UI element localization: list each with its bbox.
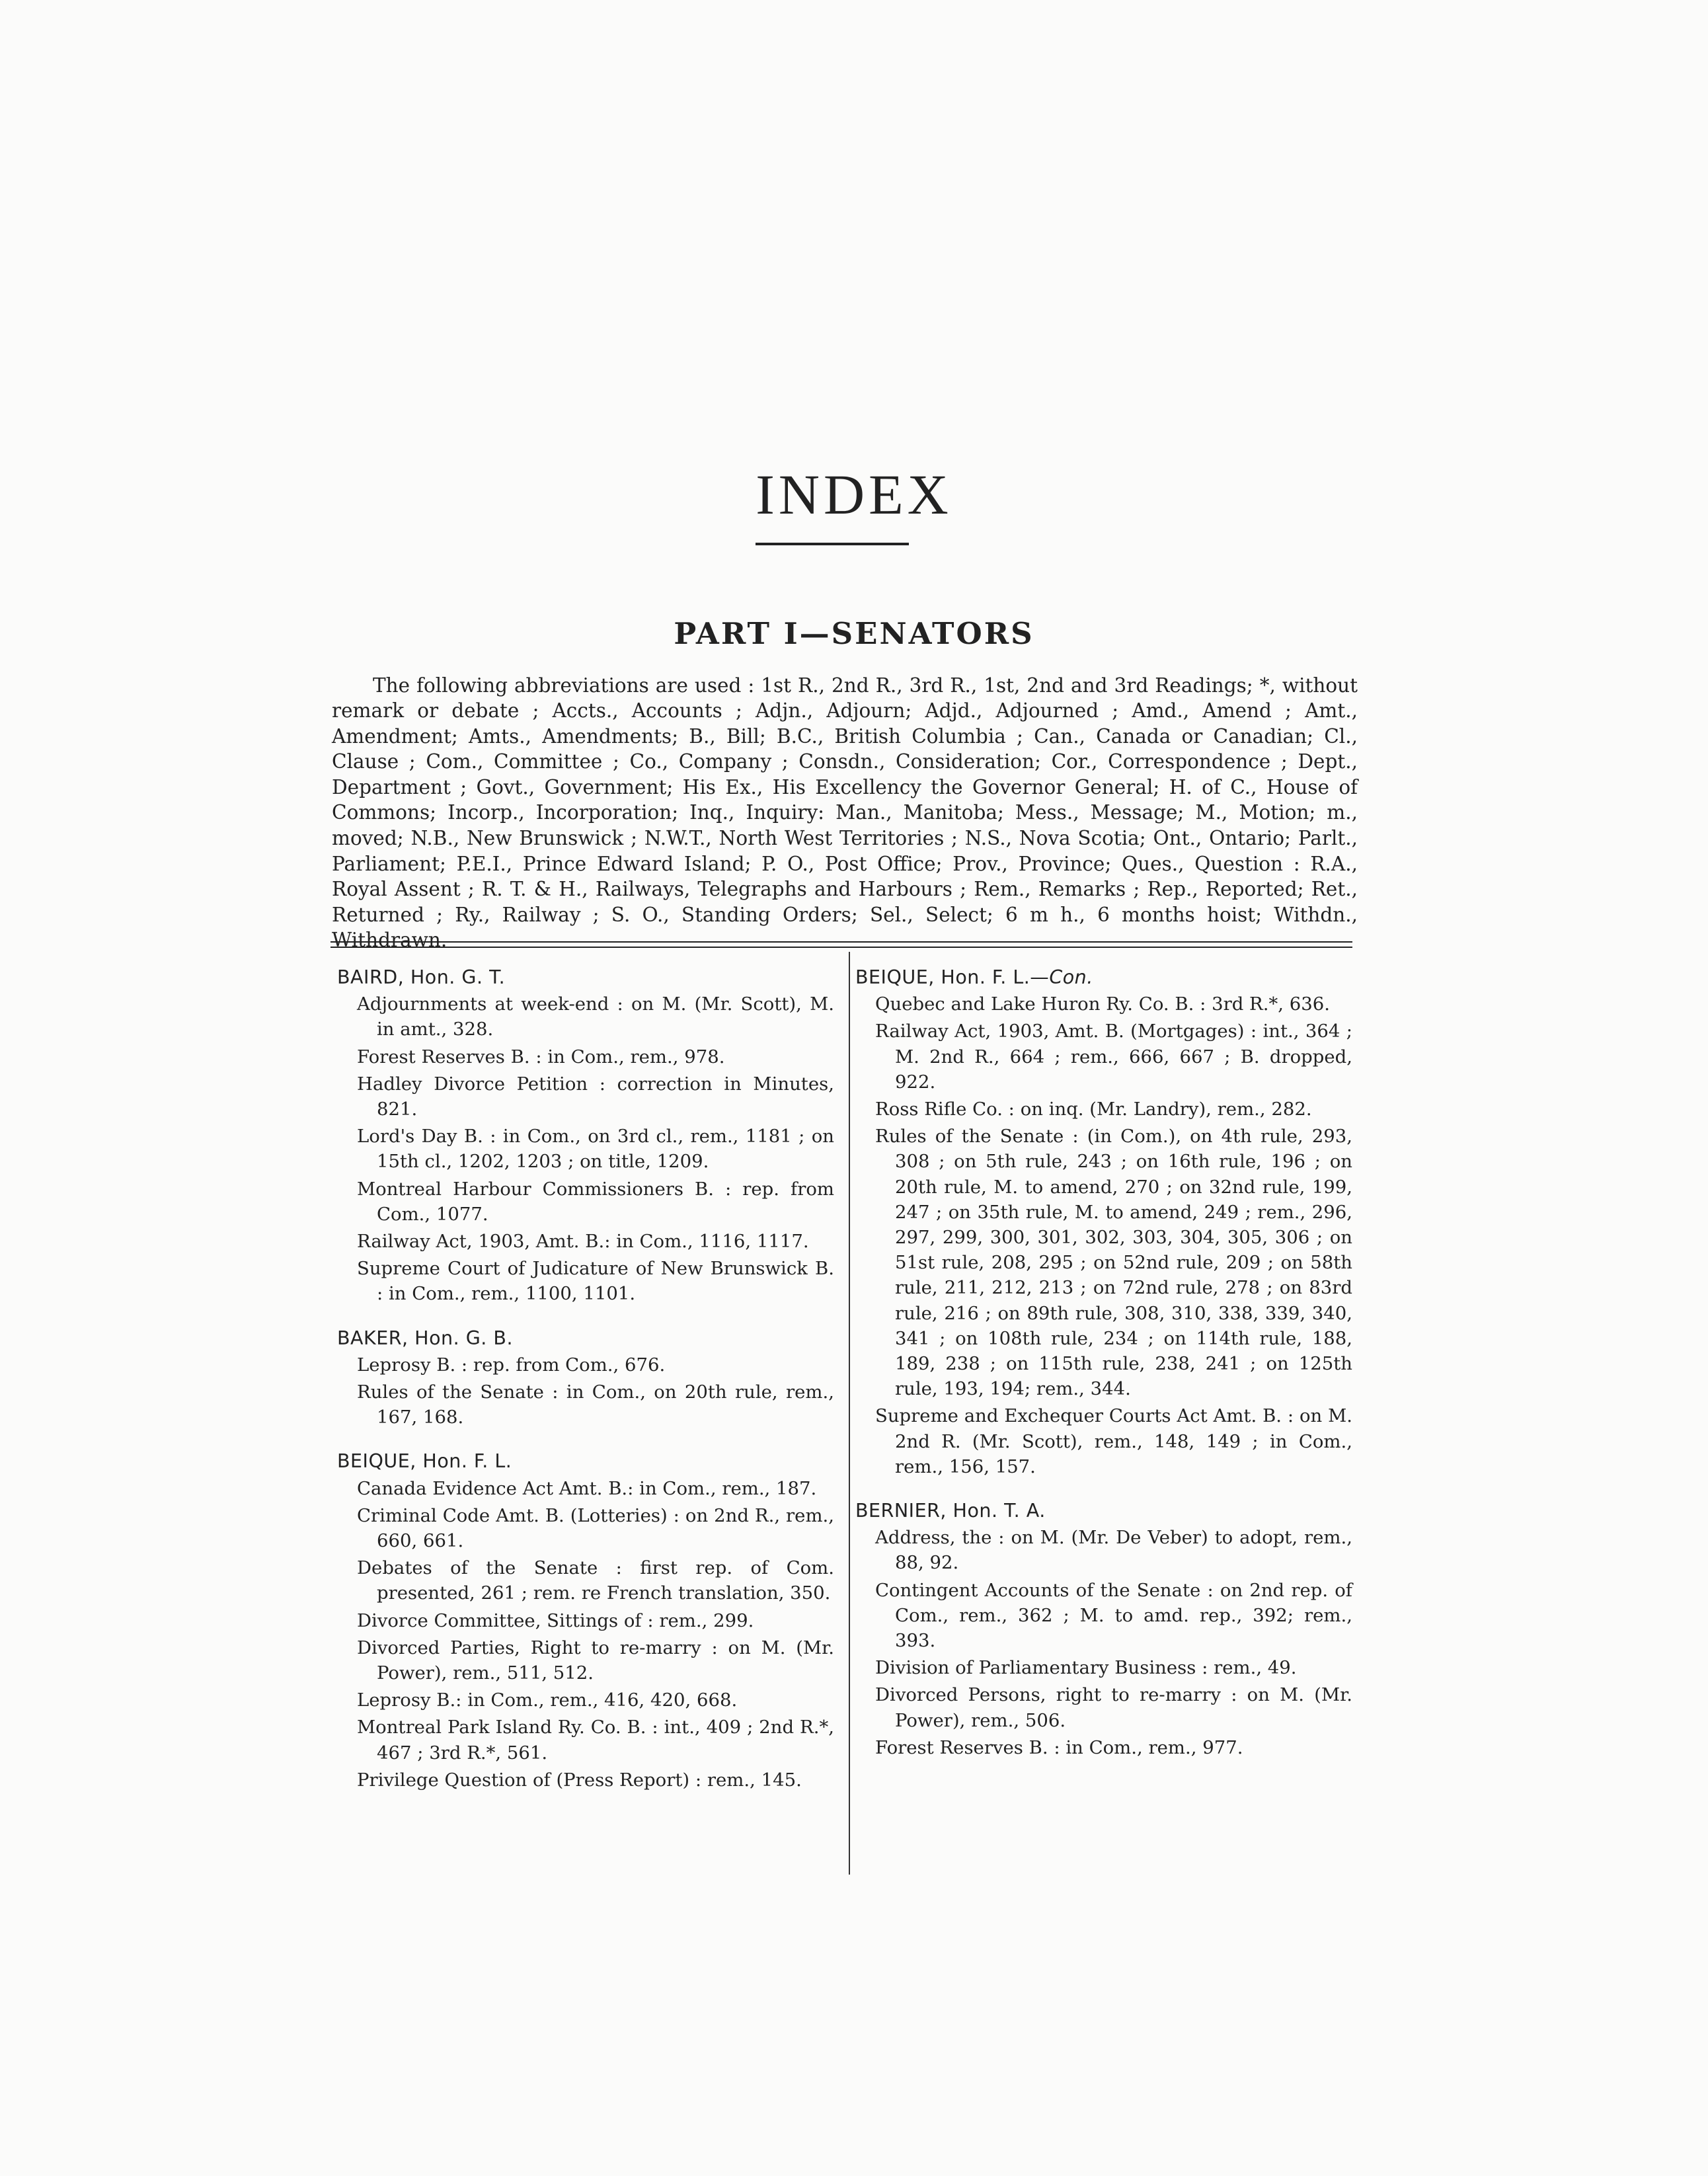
index-entry: Lord's Day B. : in Com., on 3rd cl., rem., 1181 ; on 15th cl., 1202, 1203 ; on title, 1209. bbox=[357, 1126, 834, 1173]
senator-heading: BERNIER, Hon. T. A. bbox=[855, 1500, 1046, 1522]
double-rule-divider bbox=[330, 941, 1352, 948]
index-entry: Address, the : on M. (Mr. De Veber) to adopt, rem., 88, 92. bbox=[875, 1527, 1352, 1574]
index-entry: Contingent Accounts of the Senate : on 2nd rep. of Com., rem., 362 ; M. to amd. rep., 392; rem., 393. bbox=[875, 1579, 1352, 1652]
index-entry: Supreme Court of Judicature of New Brunswick B. : in Com., rem., 1100, 1101. bbox=[357, 1258, 834, 1305]
index-entry: Forest Reserves B. : in Com., rem., 977. bbox=[875, 1736, 1243, 1758]
index-entry: Privilege Question of (Press Report) : rem., 145. bbox=[357, 1769, 802, 1791]
index-entry: Criminal Code Amt. B. (Lotteries) : on 2nd R., rem., 660, 661. bbox=[357, 1504, 834, 1552]
senator-heading-name: BEIQUE, Hon. F. L.— bbox=[855, 966, 1050, 988]
index-entry: Forest Reserves B. : in Com., rem., 978. bbox=[357, 1046, 725, 1068]
index-entry: Quebec and Lake Huron Ry. Co. B. : 3rd R.*, 636. bbox=[875, 993, 1330, 1015]
index-entry: Leprosy B. : rep. from Com., 676. bbox=[357, 1354, 666, 1376]
index-entry: Ross Rifle Co. : on inq. (Mr. Landry), rem., 282. bbox=[875, 1099, 1312, 1120]
index-entry: Adjournments at week-end : on M. (Mr. Scott), M. in amt., 328. bbox=[357, 993, 834, 1040]
index-entry: Montreal Harbour Commissioners B. : rep. from Com., 1077. bbox=[357, 1178, 834, 1225]
index-entry: Montreal Park Island Ry. Co. B. : int., 409 ; 2nd R.*, 467 ; 3rd R.*, 561. bbox=[357, 1717, 834, 1764]
senator-heading: BAIRD, Hon. G. T. bbox=[337, 966, 506, 988]
left-column bbox=[337, 965, 834, 1795]
page-title: INDEX bbox=[756, 462, 952, 526]
index-entry: Divorced Persons, right to re-marry : on M. (Mr. Power), rem., 506. bbox=[875, 1684, 1352, 1731]
index-entry: Railway Act, 1903, Amt. B. (Mortgages) : int., 364 ; M. 2nd R., 664 ; rem., 666, 667 ; B. dropped, 922. bbox=[875, 1021, 1352, 1093]
index-entry: Debates of the Senate : first rep. of Com. presented, 261 ; rem. re French translation, 350. bbox=[357, 1557, 834, 1604]
right-column bbox=[855, 965, 1352, 1762]
continued-label: Con. bbox=[1049, 966, 1093, 988]
index-entry: Canada Evidence Act Amt. B.: in Com., rem., 187. bbox=[357, 1477, 817, 1499]
index-entry: Leprosy B.: in Com., rem., 416, 420, 668. bbox=[357, 1690, 738, 1711]
abbreviations-paragraph: The following abbreviations are used : 1st R., 2nd R., 3rd R., 1st, 2nd and 3rd Readings; *, without remark or debate ; Accts., Accounts ; Adjn., Adjourn; Adjd., Adjourned ; Amd., Amend ; Amt., Amendment; Amts., Amendments; B., Bill; B.C., British Columbia ; Can., Canada or Canadian; Cl., Clause ; Com., Committee ; Co., Company ; Consdn., Consideration; Cor., Correspondence ; Dept., Department ; Govt., Government; His Ex., His Excellency the Governor General; H. of C., House of Commons; Incorp., Incorporation; Inq., Inquiry: Man., Manitoba; Mess., Message; M., Motion; m., moved; N.B., New Brunswick ; N.W.T., North West Territories ; N.S., Nova Scotia; Ont., Ontario; Parlt., Parliament; P.E.I., Prince Edward Island; P. O., Post Office; Prov., Province; Ques., Question : R.A., Royal Assent ; R. T. & H., Railways, Telegraphs and Harbours ; Rem., Remarks ; Rep., Reported; Ret., Returned ; Ry., Railway ; S. O., Standing Orders; Sel., Select; 6 m h., 6 months hoist; Withdn., Withdrawn. bbox=[332, 674, 1358, 952]
column-divider bbox=[849, 952, 850, 1875]
title-rule bbox=[756, 543, 909, 545]
index-entry: Divorced Parties, Right to re-marry : on M. (Mr. Power), rem., 511, 512. bbox=[357, 1637, 834, 1684]
index-entry: Hadley Divorce Petition : correction in Minutes, 821. bbox=[357, 1073, 834, 1120]
senator-heading: BAKER, Hon. G. B. bbox=[337, 1327, 514, 1349]
index-entry: Division of Parliamentary Business : rem., 49. bbox=[875, 1657, 1297, 1679]
index-entry: Divorce Committee, Sittings of : rem., 299. bbox=[357, 1610, 754, 1631]
index-entry: Rules of the Senate : in Com., on 20th rule, rem., 167, 168. bbox=[357, 1381, 834, 1428]
part-title: PART I—SENATORS bbox=[674, 616, 1034, 652]
index-entry: Supreme and Exchequer Courts Act Amt. B. : on M. 2nd R. (Mr. Scott), rem., 148, 149 ; in Com., rem., 156, 157. bbox=[875, 1405, 1352, 1477]
senator-heading-continued bbox=[855, 965, 1352, 990]
senator-heading: BEIQUE, Hon. F. L. bbox=[337, 1450, 512, 1473]
index-entry: Railway Act, 1903, Amt. B.: in Com., 1116, 1117. bbox=[357, 1231, 809, 1253]
index-entry: Rules of the Senate : (in Com.), on 4th rule, 293, 308 ; on 5th rule, 243 ; on 16th rule, 196 ; on 20th rule, M. to amend, 270 ; on 32nd rule, 199, 247 ; on 35th rule, M. to amend, 249 ; rem., 296, 297, 299, 300, 301, 302, 303, 304, 305, 306 ; on 51st rule, 208, 295 ; on 52nd rule, 209 ; on 58th rule, 211, 212, 213 ; on 72nd rule, 278 ; on 83rd rule, 216 ; on 89th rule, 308, 310, 338, 339, 340, 341 ; on 108th rule, 234 ; on 114th rule, 188, 189, 238 ; on 115th rule, 238, 241 ; on 125th rule, 193, 194; rem., 344. bbox=[875, 1126, 1352, 1400]
